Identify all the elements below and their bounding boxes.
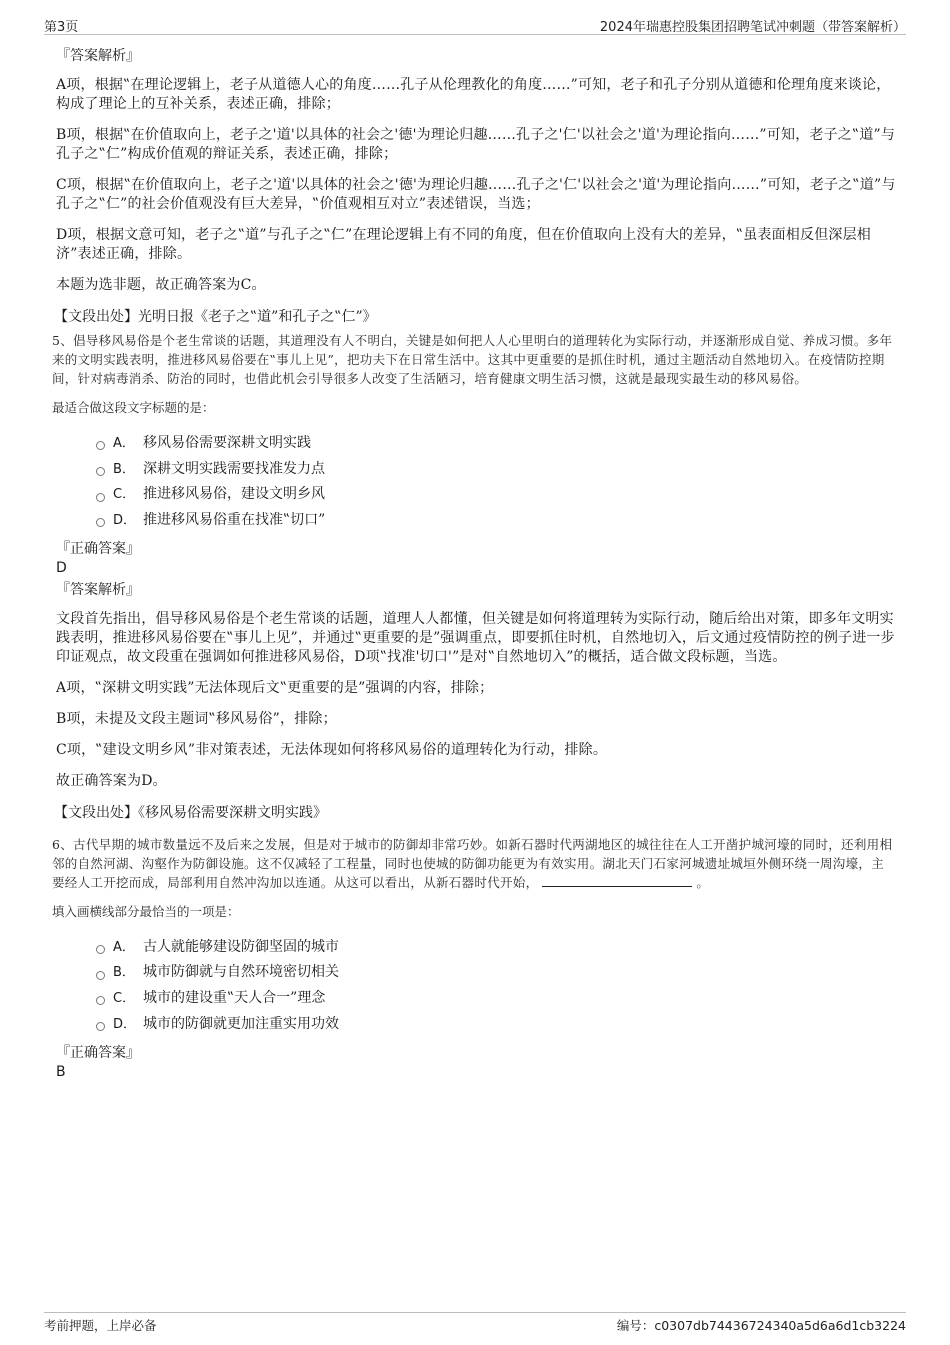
q5-conclusion: 故正确答案为D。 <box>56 772 167 789</box>
option-letter: D． <box>113 1016 137 1032</box>
q4-analysis-label: 『答案解析』 <box>56 48 140 64</box>
q6-question-text <box>52 835 896 892</box>
q6-option-b[interactable] <box>96 960 896 986</box>
radio-icon[interactable] <box>96 493 105 502</box>
q5-source: 【文段出处】《移风易俗需要深耕文明实践》 <box>54 804 327 821</box>
option-letter: B． <box>113 461 135 477</box>
option-letter: A． <box>113 939 135 955</box>
q6-option-d[interactable] <box>96 1012 896 1038</box>
q5-analysis-main: 文段首先指出，倡导移风易俗是个老生常谈的话题，道理人人都懂，但关键是如何将道理转为实际行动，随后给出对策，即多年文明实践表明，推进移风易俗要在‟事儿上见”，并通过‟更重要的是”强调重点，即要抓住时机，自然地切入，后文通过疫情防控的例子进一步印证观点，故文段重在强调如何推进移风易俗，D项‟找准'切口'”是对‟自然地切入”的概括，适合做文段标题，当选。 <box>56 610 895 665</box>
q5-analysis-c: C项，‟建设文明乡风”非对策表述，无法体现如何将移风易俗的道理转化为行动，排除。 <box>56 741 608 758</box>
option-text: 古人就能够建设防御坚固的城市 <box>143 938 339 955</box>
option-text: 城市防御就与自然环境密切相关 <box>143 964 339 981</box>
q4-analysis-a: A项，根据‟在理论逻辑上，老子从道德人心的角度……孔子从伦理教化的角度……”可知，老子和孔子分别从道德和伦理角度来谈论，构成了理论上的互补关系，表述正确，排除； <box>56 77 891 112</box>
page-footer <box>44 1312 906 1333</box>
q6-question-before: 6、古代早期的城市数量远不及后来之发展，但是对于城市的防御却非常巧妙。如新石器时代两湖地区的城往往在人工开凿护城河壕的同时，还利用相邻的自然河湖、沟壑作为防御设施。这不仅减轻了工程量，同时也使城的防御功能更为有效实用。湖北天门石家河城遗址城垣外侧环绕一周沟壕，主要经人工开挖而成，局部利用自然冲沟加以连通。从这可以看出，从新石器时代开始， <box>52 836 893 890</box>
radio-icon[interactable] <box>96 1022 105 1031</box>
q6-prompt: 填入画横线部分最恰当的一项是： <box>52 903 240 919</box>
document-title: 2024年瑞惠控股集团招聘笔试冲刺题（带答案解析） <box>599 20 906 35</box>
option-text: 移风易俗需要深耕文明实践 <box>143 435 311 451</box>
q5-options <box>96 431 896 534</box>
q5-option-a[interactable] <box>96 431 896 457</box>
option-letter: C． <box>113 991 136 1007</box>
q5-option-d[interactable] <box>96 508 896 534</box>
q6-question-after: 。 <box>696 874 710 890</box>
radio-icon[interactable] <box>96 945 105 954</box>
radio-icon[interactable] <box>96 971 105 980</box>
option-text: 推进移风易俗重在找准‟切口” <box>143 512 326 529</box>
q6-option-a[interactable] <box>96 935 896 961</box>
footer-slogan: 考前押题，上岸必备 <box>44 1318 157 1333</box>
option-text: 城市的建设重‟天人合一”理念 <box>143 990 326 1007</box>
q4-analysis-d: D项，根据文意可知，老子之‟道”与孔子之‟仁”在理论逻辑上有不同的角度，但在价值取向上没有大的差异，‟虽表面相反但深层相济”表述正确，排除。 <box>56 227 872 262</box>
q6-correct-value: B <box>56 1063 66 1080</box>
option-text: 城市的防御就更加注重实用功效 <box>143 1015 339 1032</box>
radio-icon[interactable] <box>96 441 105 450</box>
radio-icon[interactable] <box>96 996 105 1005</box>
radio-icon[interactable] <box>96 518 105 527</box>
option-letter: D． <box>113 513 137 529</box>
q4-analysis-c: C项，根据‟在价值取向上，老子之'道'以具体的社会之'德'为理论归趣……孔子之'仁'以社会之'道'为理论指向……”可知，老子之‟道”与孔子之‟仁”的社会价值观没有巨大差异，‟价值观相互对立”表述错误，当选； <box>56 177 896 212</box>
option-letter: A． <box>113 436 135 451</box>
q4-conclusion: 本题为选非题，故正确答案为C。 <box>56 277 266 293</box>
q5-analysis-a: A项，‟深耕文明实践”无法体现后文‟更重要的是”强调的内容，排除； <box>56 679 494 696</box>
q5-correct-value: D <box>56 559 67 576</box>
q5-analysis-b: B项，未提及文段主题词‟移风易俗”，排除； <box>56 710 337 727</box>
q5-prompt: 最适合做这段文字标题的是： <box>52 400 215 415</box>
option-text: 深耕文明实践需要找准发力点 <box>143 460 325 477</box>
q5-analysis-label: 『答案解析』 <box>56 581 140 598</box>
q5-question-text: 5、倡导移风易俗是个老生常谈的话题，其道理没有人不明白，关键是如何把人人心里明白的道理转化为实际行动，并逐渐形成自觉、养成习惯。多年来的文明实践表明，推进移风易俗要在‟事儿上见”，把功夫下在日常生活中。这其中更重要的是抓住时机，通过主题活动自然地切入。在疫情防控期间，针对病毒消杀、防治的同时，也借此机会引导很多人改变了生活陋习，培育健康文明生活习惯，这就是最现实最生动的移风易俗。 <box>52 333 893 386</box>
option-text: 推进移风易俗，建设文明乡风 <box>143 486 325 503</box>
q6-correct-label: 『正确答案』 <box>56 1044 140 1061</box>
page-number: 第3页 <box>44 20 79 35</box>
option-letter: B． <box>113 965 135 981</box>
q6-fill-blank <box>542 874 692 887</box>
option-letter: C． <box>113 487 136 503</box>
radio-icon[interactable] <box>96 467 105 476</box>
footer-serial: 编号：c0307db74436724340a5d6a6d1cb3224 <box>616 1318 906 1333</box>
q5-option-c[interactable] <box>96 482 896 508</box>
q6-option-c[interactable] <box>96 986 896 1012</box>
page-header <box>44 14 906 35</box>
q4-source: 【文段出处】光明日报《老子之‟道”和孔子之‟仁”》 <box>54 309 377 325</box>
q4-analysis-b: B项，根据‟在价值取向上，老子之'道'以具体的社会之'德'为理论归趣……孔子之'仁'以社会之'道'为理论指向……”可知，老子之‟道”与孔子之‟仁”构成价值观的辩证关系，表述正确，排除； <box>56 127 896 162</box>
q5-correct-label: 『正确答案』 <box>56 540 140 557</box>
q6-options <box>96 935 896 1038</box>
page-content <box>52 46 896 1084</box>
q5-option-b[interactable] <box>96 457 896 483</box>
